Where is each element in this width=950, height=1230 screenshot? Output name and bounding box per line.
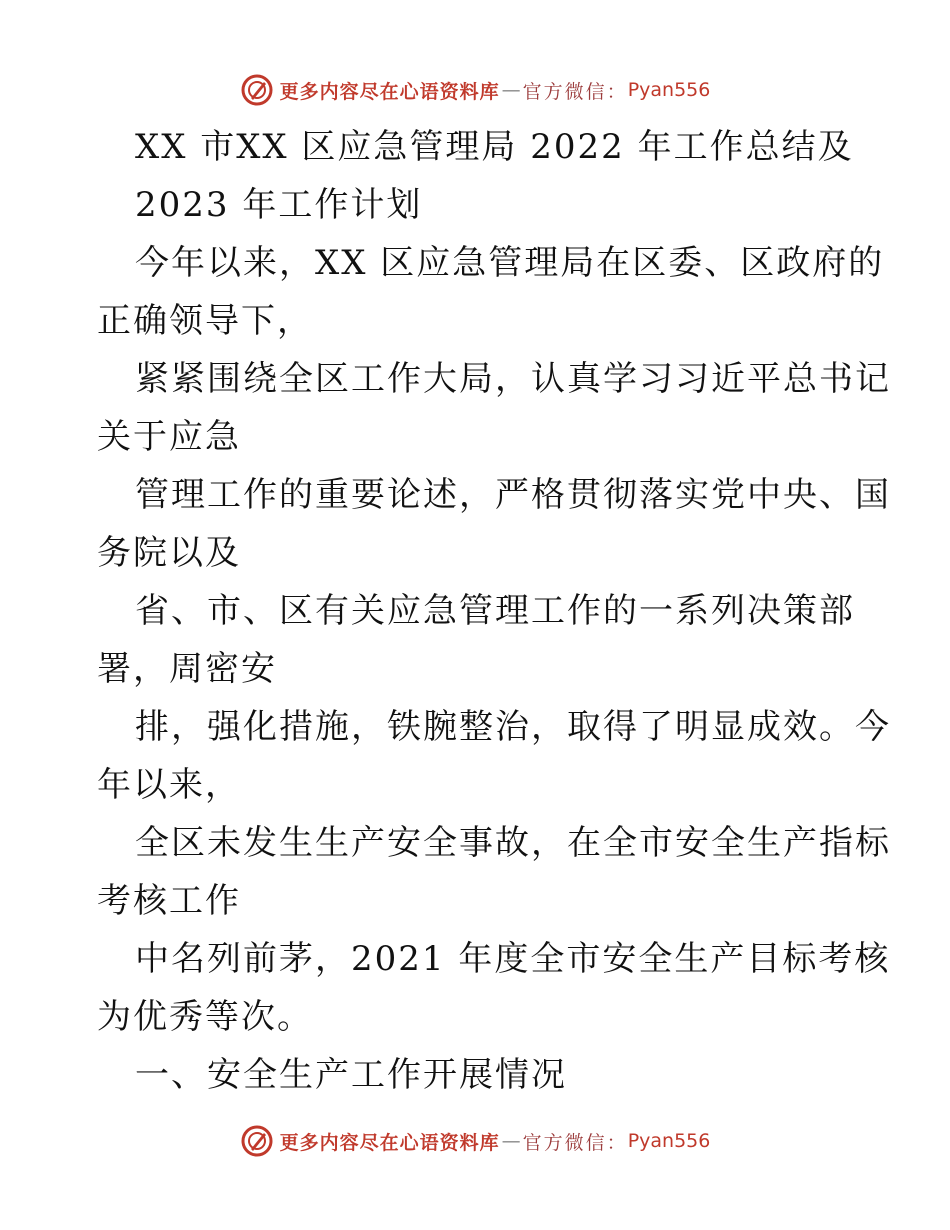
text-line: 2023 年工作计划 — [135, 185, 423, 225]
watermark-wechat-id: Pyan556 — [627, 1130, 711, 1152]
section-heading: 一、安全生产工作开展情况 — [135, 1055, 567, 1095]
text-line: 紧紧围绕全区工作大局，认真学习习近平总书记 — [135, 359, 891, 399]
text-line: 管理工作的重要论述，严格贯彻落实党中央、国 — [135, 475, 891, 515]
brand-logo-icon — [240, 73, 274, 107]
watermark-dash: — — [501, 1130, 521, 1152]
text-line: 中名列前茅，2021 年度全市安全生产目标考核 — [135, 939, 891, 979]
text-line: 全区未发生生产安全事故，在全市安全生产指标 — [135, 823, 891, 863]
watermark-wechat-label: 官方微信： — [522, 1131, 628, 1154]
text-line: 省、市、区有关应急管理工作的一系列决策部 — [135, 591, 855, 631]
watermark-title: 更多内容尽在心语资料库 — [279, 1131, 500, 1154]
text-line: 正确领导下， — [97, 301, 313, 341]
watermark-title: 更多内容尽在心语资料库 — [279, 80, 500, 103]
text-line: 署，周密安 — [97, 649, 277, 689]
document-body — [97, 118, 891, 1104]
text-line: 为优秀等次。 — [97, 997, 313, 1037]
watermark-banner-top — [0, 70, 950, 110]
text-line: XX 市XX 区应急管理局 2022 年工作总结及 — [135, 127, 854, 167]
brand-logo-icon — [240, 1124, 274, 1158]
text-line: 考核工作 — [97, 881, 241, 921]
text-line: 年以来， — [97, 765, 241, 805]
watermark-wechat-id: Pyan556 — [627, 79, 711, 101]
text-line: 排，强化措施，铁腕整治，取得了明显成效。今 — [135, 707, 891, 747]
watermark-banner-bottom — [0, 1121, 950, 1161]
text-line: 今年以来，XX 区应急管理局在区委、区政府的 — [135, 243, 885, 283]
watermark-dash: — — [501, 79, 521, 101]
text-line: 关于应急 — [97, 417, 241, 457]
text-line: 务院以及 — [97, 533, 241, 573]
watermark-wechat-label: 官方微信： — [522, 80, 628, 103]
